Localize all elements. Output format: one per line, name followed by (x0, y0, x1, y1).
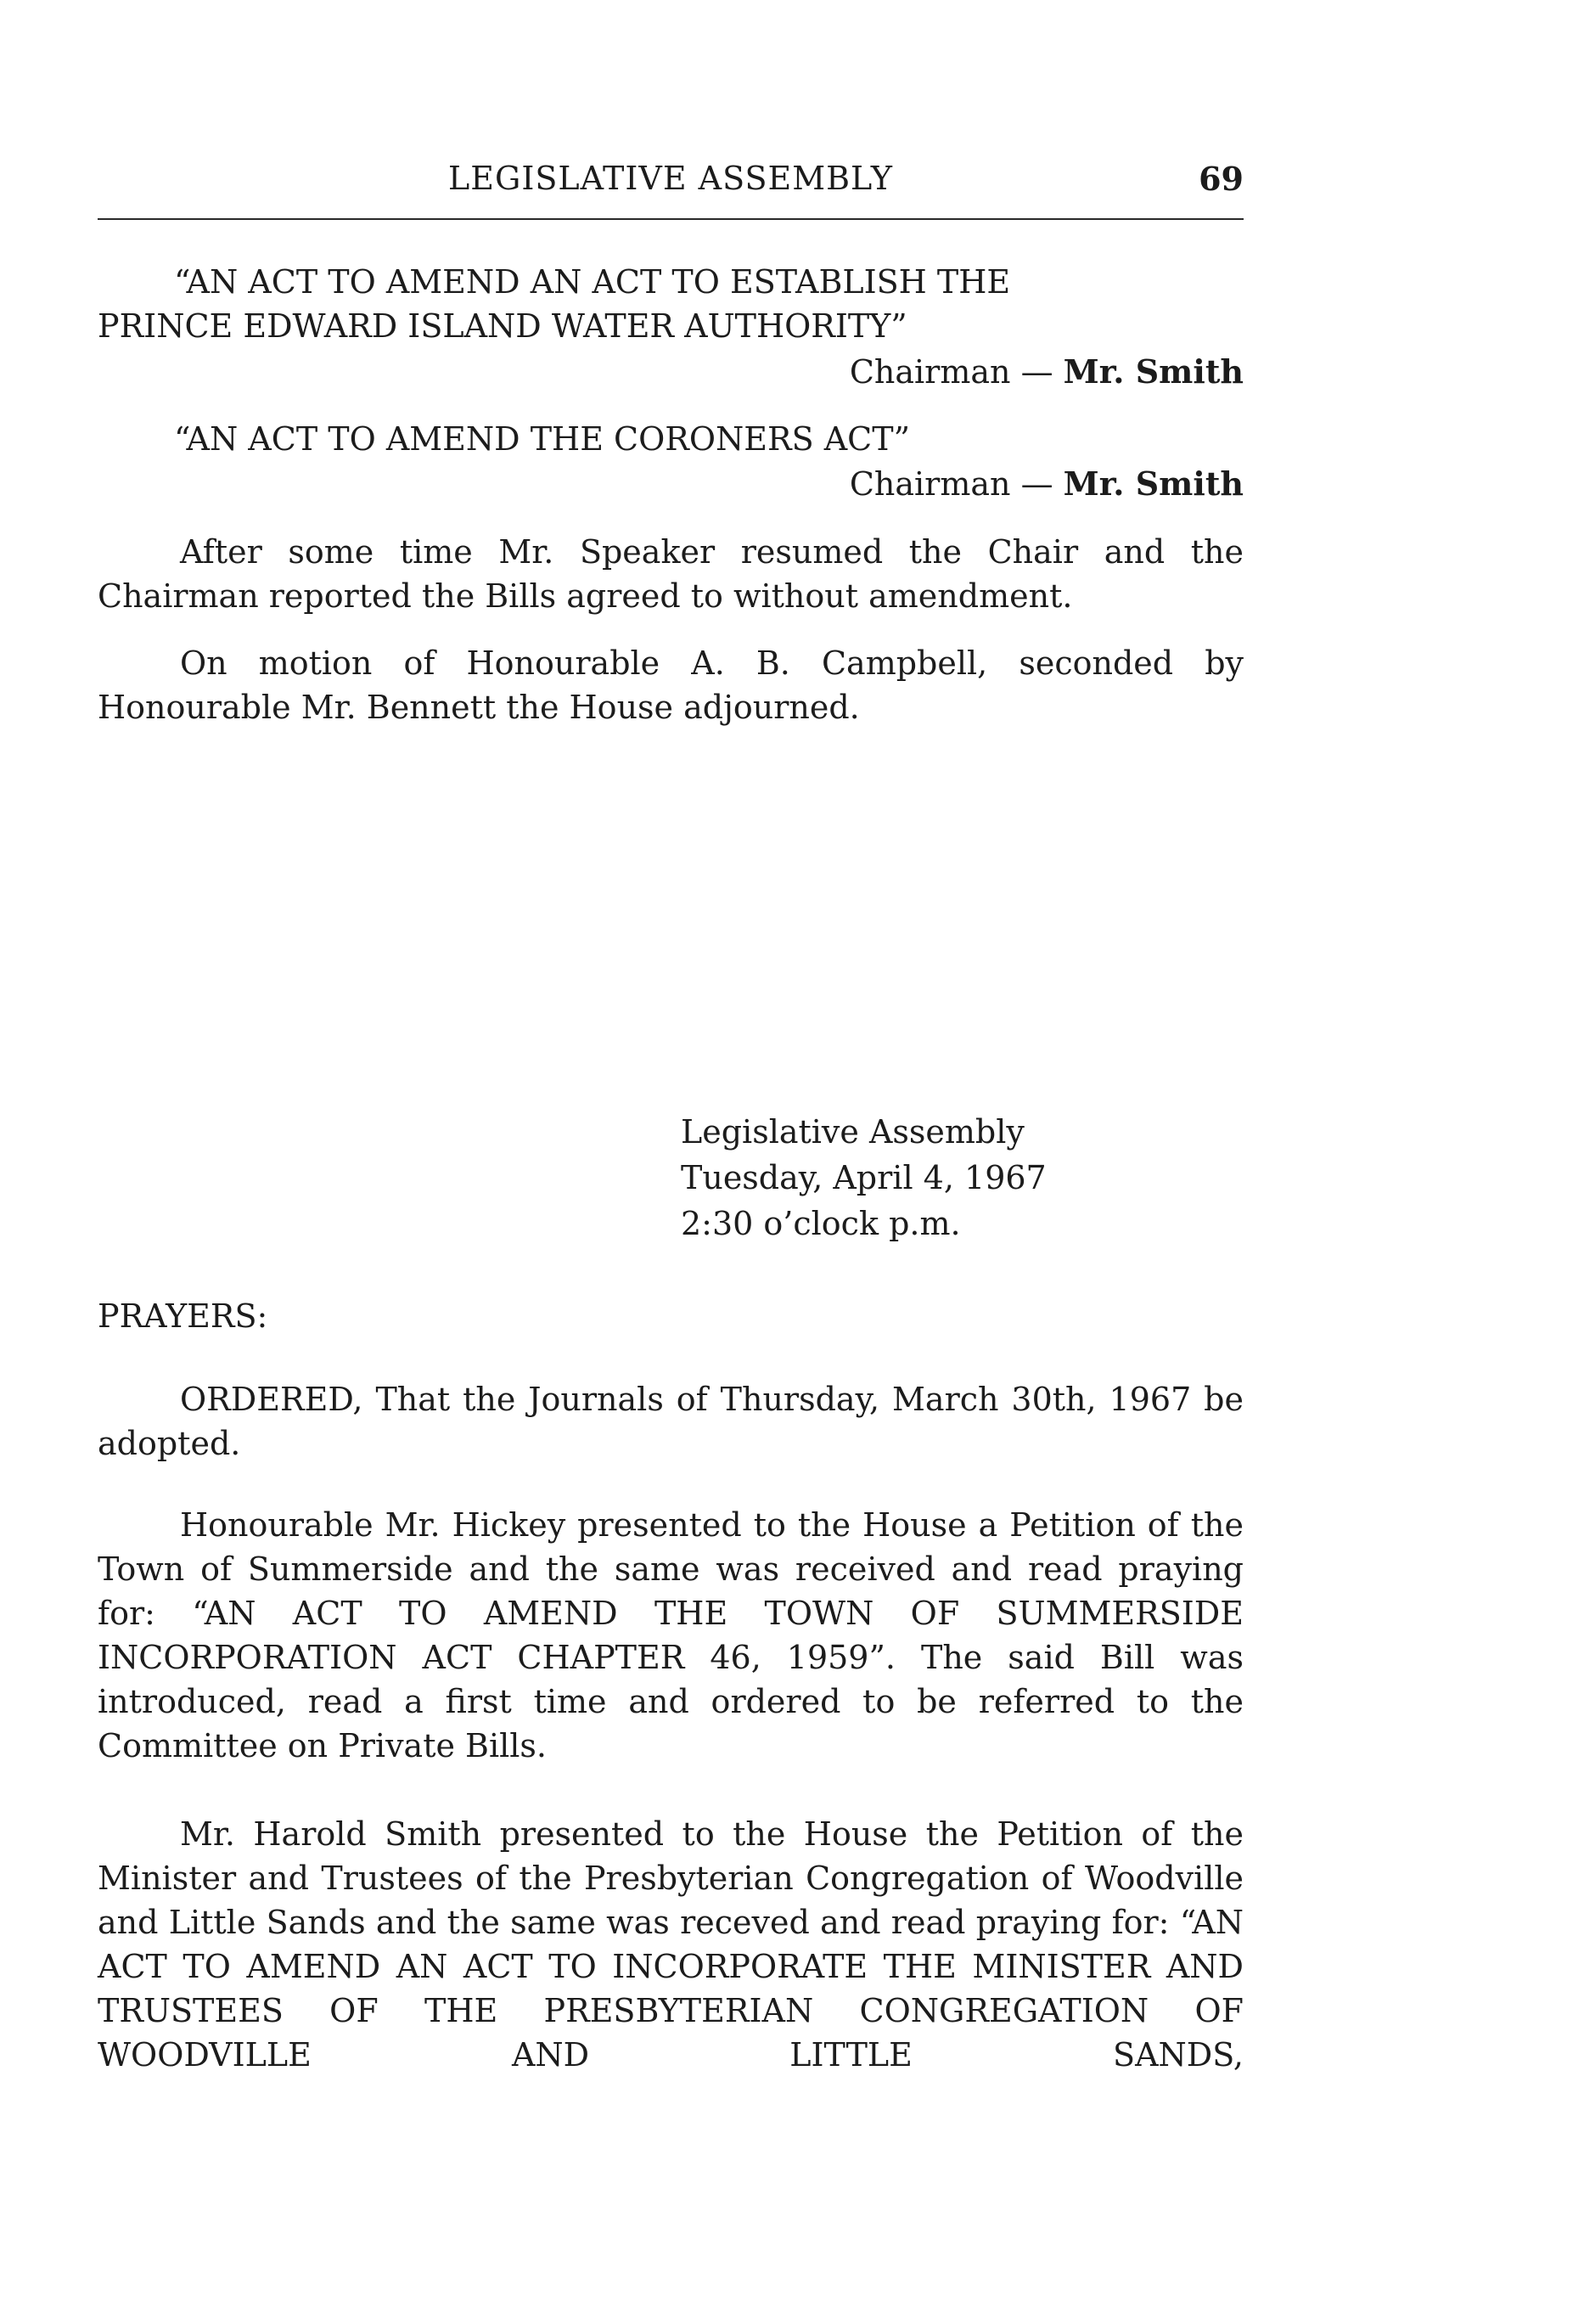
bill-1-title-line-2: PRINCE EDWARD ISLAND WATER AUTHORITY” (98, 307, 907, 345)
header-rule (98, 218, 1244, 220)
paragraph-speaker-resumed: After some time Mr. Speaker resumed the Chair and the Chairman reported the Bills agreed to without amendment. (98, 533, 1244, 615)
session-date-block (681, 1109, 1047, 1246)
chairman-name: Mr. Smith (1063, 464, 1244, 503)
paragraph-hickey-petition: Honourable Mr. Hickey presented to the House a Petition of the Town of Summerside and the same was received and read praying for: “AN ACT TO AMEND THE TOWN OF SUMMERSIDE INCORPORATION ACT CHAPTER 46, 1959”. The said Bill was introduced, read a first time and ordered to be referred to the Committee on Private Bills. (98, 1506, 1244, 1764)
bill-2-title: “AN ACT TO AMEND THE CORONERS ACT” (174, 420, 911, 458)
page-number: 69 (1199, 160, 1244, 198)
paragraph-smith-petition: Mr. Harold Smith presented to the House the Petition of the Minister and Trustees of the Presbyterian Congregation of Woodville and Little Sands and the same was receved and read praying for: “AN ACT TO AMEND AN ACT TO INCORPORATE THE MINISTER AND TRUSTEES OF THE PRESBYTERIAN CONGREGATION OF WOODVILLE AND LITTLE SANDS, (98, 1815, 1244, 2074)
page-title: LEGISLATIVE ASSEMBLY (448, 160, 893, 197)
page-header (98, 160, 1244, 211)
paragraph-ordered: ORDERED, That the Journals of Thursday, March 30th, 1967 be adopted. (98, 1381, 1244, 1462)
chairman-label: Chairman — (849, 353, 1053, 391)
paragraph-adjourned: On motion of Honourable A. B. Campbell, seconded by Honourable Mr. Bennett the House adjourned. (98, 644, 1244, 726)
session-time: 2:30 o’clock p.m. (681, 1205, 961, 1242)
bill-1-chairman (850, 350, 1244, 394)
prayers-heading: PRAYERS: (98, 1297, 268, 1335)
bill-1-title-line-1: “AN ACT TO AMEND AN ACT TO ESTABLISH THE (174, 263, 1011, 301)
chairman-label: Chairman — (849, 465, 1053, 503)
session-date: Tuesday, April 4, 1967 (681, 1159, 1047, 1196)
chairman-name: Mr. Smith (1063, 352, 1244, 391)
session-assembly: Legislative Assembly (681, 1113, 1025, 1151)
bill-2-chairman (850, 462, 1244, 506)
